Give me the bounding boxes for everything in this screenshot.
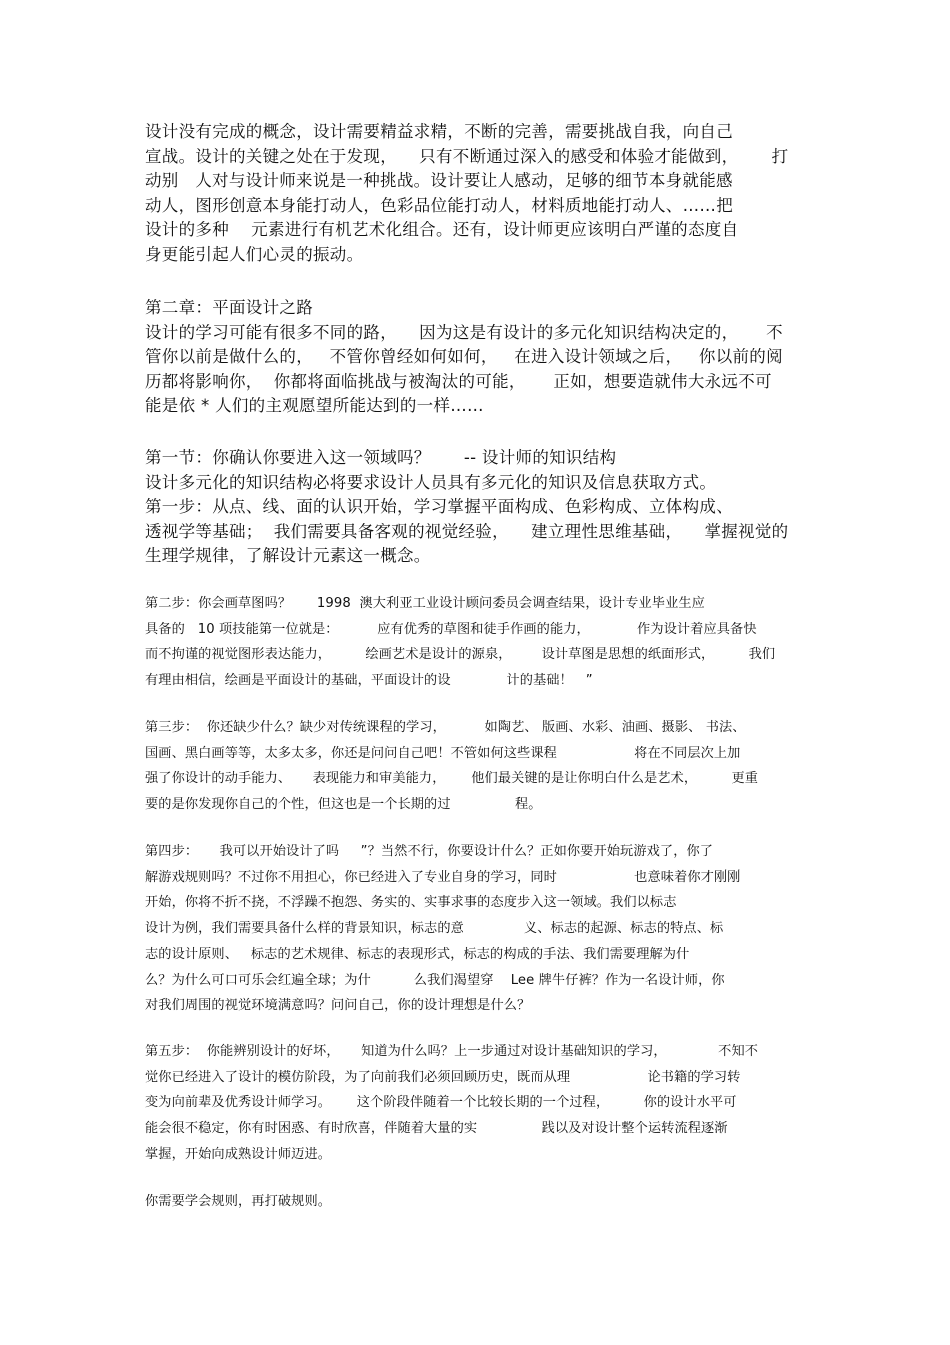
- text-line: 第四步： 我可以开始设计了吗 ”？当然不行，你要设计什么？正如你要开始玩游戏了，你了: [145, 844, 714, 859]
- text-line: 第五步： 你能辨别设计的好坏， 知道为什么吗？上一步通过对设计基础知识的学习， 不知不: [145, 1044, 759, 1059]
- text-line: 第二章：平面设计之路: [145, 298, 313, 317]
- text-line: 解游戏规则吗？不过你不用担心，你已经进入了专业自身的学习，同时 也意味着你才刚刚: [145, 869, 741, 885]
- text-line: 要的是你发现你自己的个性，但这也是一个长期的过 程。: [145, 797, 542, 813]
- text-line: 透视学等基础； 我们需要具备客观的视觉经验， 建立理性思维基础， 掌握视觉的: [145, 521, 789, 541]
- text-line: 你需要学会规则，再打破规则。: [145, 1194, 332, 1209]
- text-line: 设计多元化的知识结构必将要求设计人员具有多元化的知识及信息获取方式。: [145, 472, 717, 492]
- text-line: 设计没有完成的概念，设计需要精益求精，不断的完善，需要挑战自我，向自己: [145, 122, 733, 141]
- text-line: 对我们周围的视觉环境满意吗？问问自己，你的设计理想是什么？: [145, 998, 531, 1014]
- text-line: 能会很不稳定，你有时困惑、有时欣喜，伴随着大量的实 践以及对设计整个运转流程逐渐: [145, 1121, 728, 1137]
- text-line: 有理由相信，绘画是平面设计的基础，平面设计的设 计的基础！ ”: [145, 673, 593, 689]
- text-line: 具备的 10 项技能第一位就是： 应有优秀的草图和徒手作画的能力， 作为设计着应具备快: [145, 621, 757, 637]
- text-line: 第二步：你会画草图吗？ 1998 澳大利亚工业设计顾问委员会调查结果，设计专业毕业生应: [145, 596, 705, 611]
- text-line: 动别 人对与设计师来说是一种挑战。设计要让人感动，足够的细节本身就能感: [145, 171, 733, 190]
- text-line: 宣战。设计的关键之处在于发现， 只有不断通过深入的感受和体验才能做到， 打: [145, 146, 789, 166]
- text-line: 觉你已经进入了设计的模仿阶段，为了向前我们必须回顾历史，既而从理 论书籍的学习转: [145, 1069, 741, 1085]
- text-line: 开始，你将不折不挠，不浮躁不抱怨、务实的、实事求事的态度步入这一领域。我们以标志: [145, 895, 677, 911]
- text-line: 设计的学习可能有很多不同的路， 因为这是有设计的多元化知识结构决定的， 不: [145, 322, 783, 342]
- text-line: 掌握，开始向成熟设计师迈进。: [145, 1146, 332, 1162]
- text-line: 么？为什么可口可乐会红遍全球；为什 么我们渴望穿 Lee 牌牛仔裤？作为一名设计师，你: [145, 972, 725, 988]
- text-line: 设计的多种 元素进行有机艺术化组合。还有，设计师更应该明白严谨的态度自: [145, 220, 739, 239]
- text-line: 国画、黑白画等等，太多太多，你还是问问自己吧！不管如何这些课程 将在不同层次上加: [145, 745, 741, 761]
- text-line: 身更能引起人们心灵的振动。: [145, 244, 364, 264]
- text-line: 志的设计原则、 标志的艺术规律、标志的表现形式，标志的构成的手法、我们需要理解为什: [145, 946, 690, 962]
- text-line: 历都将影响你， 你都将面临挑战与被淘汰的可能， 正如，想要造就伟大永远不可: [145, 371, 772, 391]
- text-line: 管你以前是做什么的， 不管你曾经如何如何， 在进入设计领域之后， 你以前的阅: [145, 347, 783, 366]
- text-line: 动人，图形创意本身能打动人，色彩品位能打动人，材料质地能打动人、……把: [145, 195, 733, 215]
- text-line: 第一节：你确认你要进入这一领域吗？ -- 设计师的知识结构: [145, 448, 617, 467]
- text-line: 设计为例，我们需要具备什么样的背景知识，标志的意 义、标志的起源、标志的特点、标: [145, 921, 724, 937]
- text-line: 生理学规律，了解设计元素这一概念。: [145, 546, 431, 565]
- text-line: 变为向前辈及优秀设计师学习。 这个阶段伴随着一个比较长期的一个过程， 你的设计水平可: [145, 1095, 737, 1111]
- text-line: 强了你设计的动手能力、 表现能力和审美能力， 他们最关键的是让你明白什么是艺术， 更重: [145, 771, 759, 787]
- text-line: 能是依 * 人们的主观愿望所能达到的一样……: [145, 396, 484, 415]
- text-line: 第一步：从点、线、面的认识开始，学习掌握平面构成、色彩构成、立体构成、: [145, 497, 733, 516]
- text-line: 第三步： 你还缺少什么？缺少对传统课程的学习， 如陶艺、 版画、水彩、油画、摄影、 书法、: [145, 720, 746, 735]
- text-line: 而不拘谨的视觉图形表达能力， 绘画艺术是设计的源泉， 设计草图是思想的纸面形式， 我们: [145, 647, 776, 663]
